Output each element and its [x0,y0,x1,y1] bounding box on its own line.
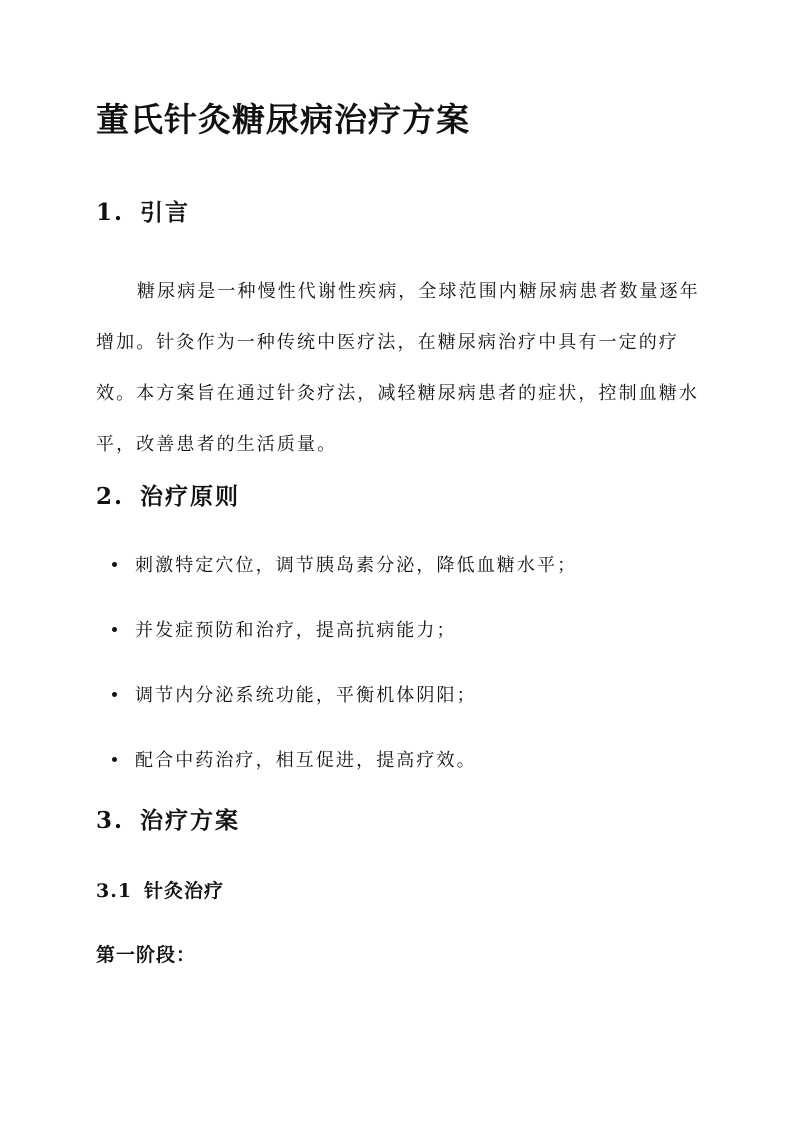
bullet-icon [112,757,117,762]
section-heading-treatment-plan [96,806,240,836]
list-item [112,678,577,743]
section-heading-text: 引言 [140,199,190,226]
bullet-icon [112,627,117,632]
section-heading-text: 治疗方案 [140,807,240,834]
list-item-text: 刺激特定穴位，调节胰岛素分泌，降低血糖水平； [135,555,578,576]
section-number: 3. [96,807,125,834]
document-title: 董氏针灸糖尿病治疗方案 [96,100,470,139]
section-number: 2. [96,483,125,510]
list-item [112,548,577,613]
list-item [112,613,577,678]
list-item-text: 并发症预防和治疗，提高抗病能力； [135,620,457,641]
section-heading-introduction [96,198,190,228]
bullet-icon [112,562,117,567]
stage-label: 第一阶段： [96,944,197,966]
list-item-text: 调节内分泌系统功能，平衡机体阴阳； [135,685,477,706]
subsection-heading-acupuncture [96,878,224,904]
list-item-text: 配合中药治疗，相互促进，提高疗效。 [135,750,477,771]
bullet-icon [112,692,117,697]
list-item [112,743,577,808]
subsection-number: 3.1 [96,880,133,902]
subsection-heading-text: 针灸治疗 [144,880,225,902]
section-heading-principles [96,482,240,512]
introduction-paragraph: 糖尿病是一种慢性代谢性疾病，全球范围内糖尿病患者数量逐年增加。针灸作为一种传统中医疗法，在糖尿病治疗中具有一定的疗效。本方案旨在通过针灸疗法，减轻糖尿病患者的症状，控制血糖水平，改善患者的生活质量。 [96,281,700,455]
section-number: 1. [96,199,125,226]
section-heading-text: 治疗原则 [140,483,240,510]
principles-list [112,548,577,808]
